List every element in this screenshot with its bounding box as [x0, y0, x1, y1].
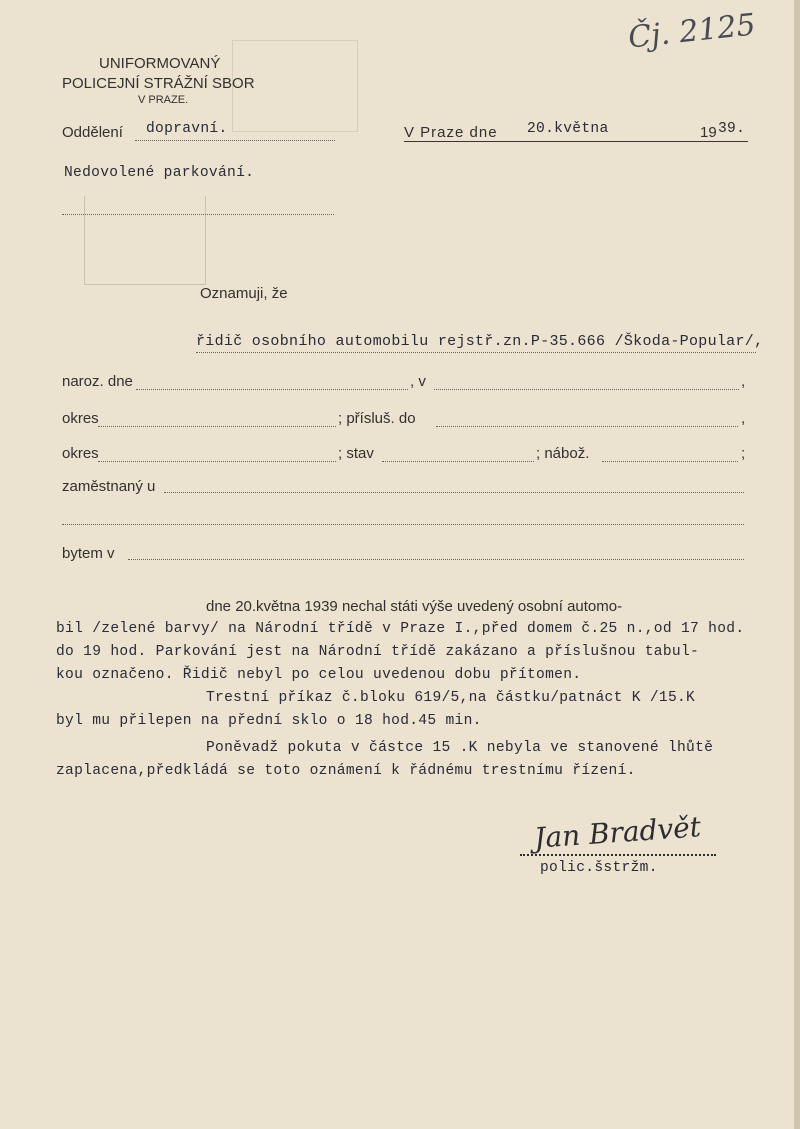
department-dotted-line — [135, 140, 335, 141]
religion-label: ; nábož. — [536, 445, 590, 462]
subject-person-dotted-line — [196, 352, 756, 353]
department-label: Oddělení — [62, 124, 123, 141]
employed-label: zaměstnaný u — [62, 478, 156, 495]
faint-stamp-mark — [84, 196, 206, 285]
body-line-7: Poněvadž pokuta v částce 15 .K nebyla ve stanovené lhůtě — [206, 740, 714, 756]
subject-dotted-line — [62, 214, 334, 215]
body-line-4: kou označeno. Řidič nebyl po celou uvedenou dobu přítomen. — [56, 667, 582, 683]
subject-person: řidič osobního automobilu rejstř.zn.P-35.666 /Škoda-Popular/, — [196, 333, 764, 350]
domicile-row-comma: , — [741, 410, 746, 427]
body-line-1: dne 20.května 1939 nechal státi výše uvedený osobní automo- — [206, 598, 623, 615]
employed-dotted-line-2 — [62, 524, 744, 525]
born-label: naroz. dne — [62, 373, 133, 390]
place-date-label: V Praze dne — [404, 124, 498, 141]
signature-title: polic.šstržm. — [540, 860, 658, 876]
date-underline — [404, 141, 748, 142]
born-dotted-line — [136, 389, 408, 390]
district-dotted-line — [98, 426, 336, 427]
religion-dotted-line — [602, 461, 738, 462]
residence-dotted-line — [128, 559, 744, 560]
body-line-5: Trestní příkaz č.bloku 619/5,na částku/patnáct K /15.K — [206, 690, 696, 706]
body-line-6: byl mu přilepen na přední sklo o 18 hod.45 min. — [56, 713, 482, 729]
religion-row-semicolon: ; — [741, 445, 746, 462]
body-line-3: do 19 hod. Parkování jest na Národní třídě zakázano a příslušnou tabul- — [56, 644, 700, 660]
intro-text: Oznamuji, že — [200, 285, 288, 302]
domicile-label: ; přísluš. do — [338, 410, 416, 427]
status-label: ; stav — [338, 445, 374, 462]
born-row-comma: , — [741, 373, 746, 390]
district-label: okres — [62, 410, 99, 427]
birthplace-dotted-line — [434, 389, 739, 390]
signature-dotted-line — [520, 854, 716, 856]
org-line-3: V PRAZE. — [138, 94, 189, 106]
page-edge — [794, 0, 800, 1129]
year-suffix: 39. — [718, 121, 746, 137]
residence-label: bytem v — [62, 545, 115, 562]
date-value: 20.května — [527, 121, 609, 137]
body-line-2: bil /zelené barvy/ na Národní třídě v Praze I.,před domem č.25 n.,od 17 hod. — [56, 621, 745, 637]
handwritten-signature: Jan Bradvět — [533, 810, 703, 855]
body-line-8: zaplacena,předkládá se toto oznámení k řádnému trestnímu řízení. — [56, 763, 636, 779]
department-value: dopravní. — [146, 121, 228, 137]
org-line-1: UNIFORMOVANÝ — [99, 55, 221, 72]
status-dotted-line — [382, 461, 534, 462]
domicile-dotted-line — [436, 426, 738, 427]
district-label-2: okres — [62, 445, 99, 462]
employed-dotted-line — [164, 492, 744, 493]
district-dotted-line-2 — [98, 461, 336, 462]
birthplace-label: , v — [410, 373, 426, 390]
subject-line: Nedovolené parkování. — [64, 165, 255, 181]
year-prefix: 19 — [700, 124, 717, 141]
org-line-2: POLICEJNÍ STRÁŽNÍ SBOR — [62, 75, 255, 92]
case-number-handwritten: Čj. 2125 — [626, 7, 758, 56]
